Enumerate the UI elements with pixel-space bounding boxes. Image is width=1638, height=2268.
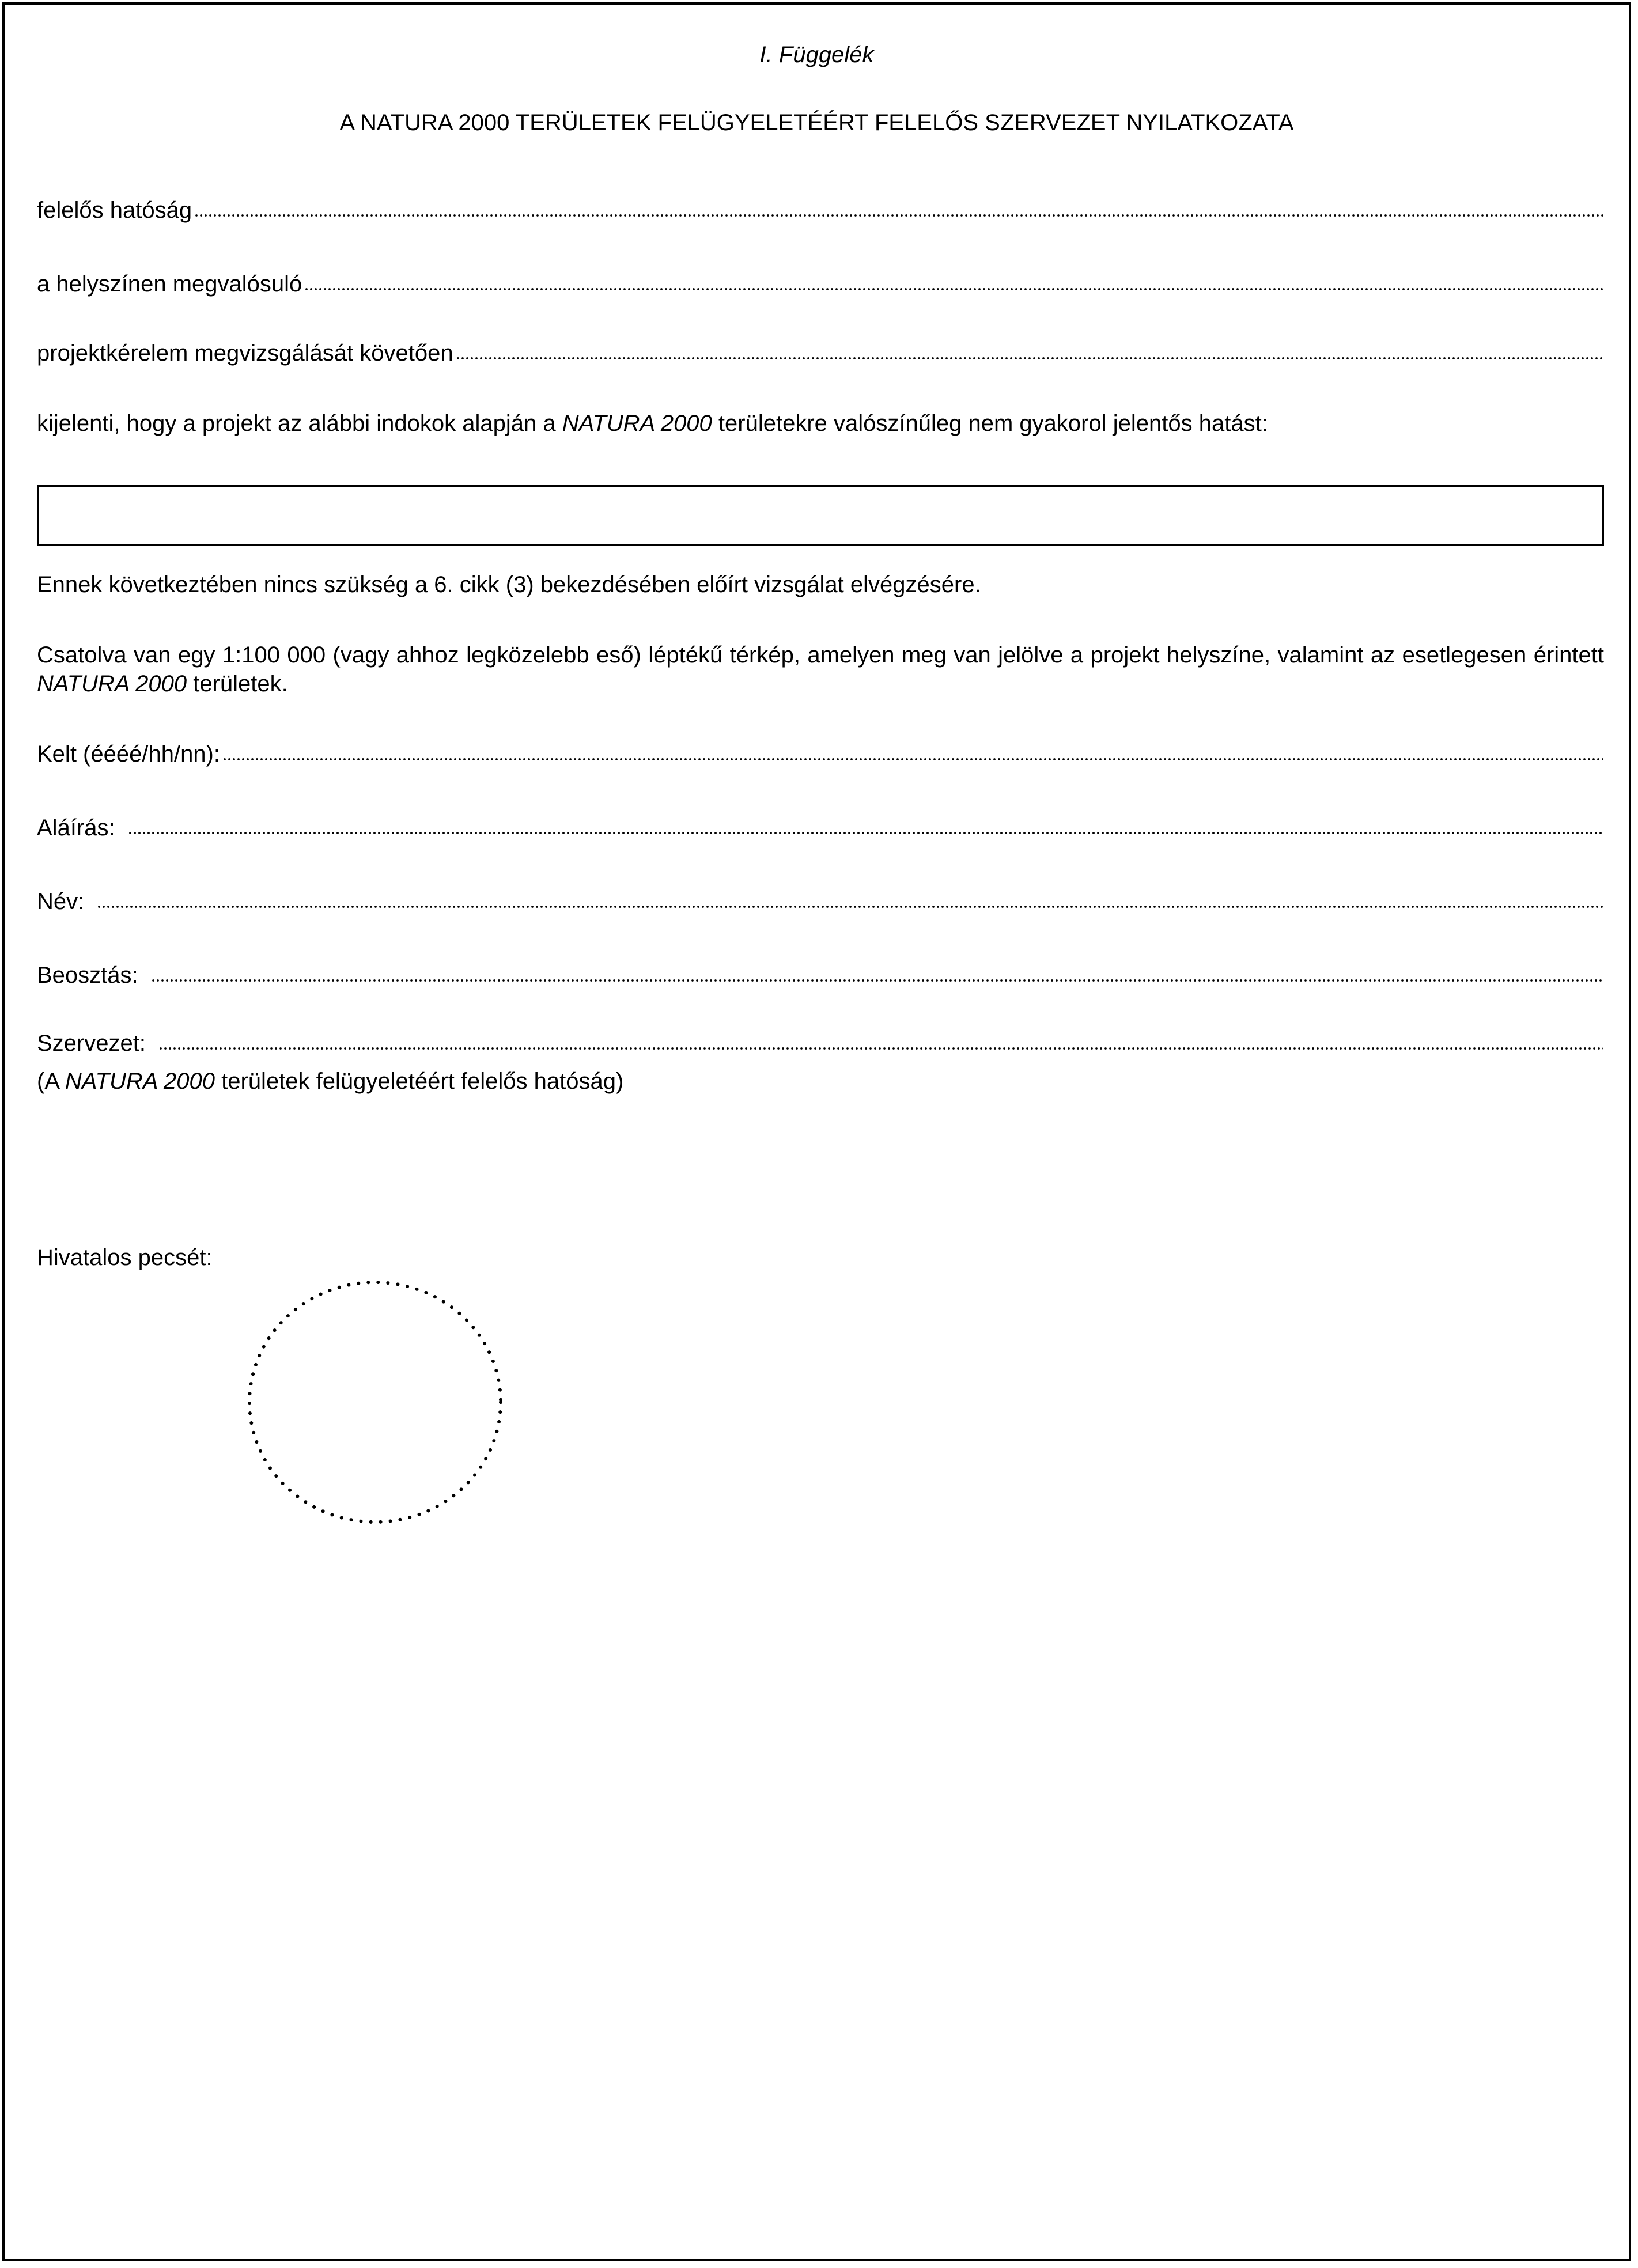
organisation-field[interactable] [37,1029,1603,1058]
attachment-natura: NATURA 2000 [37,671,187,696]
name-dotted-line [97,904,1603,910]
position-label: Beosztás: [37,963,138,988]
attachment-part1: Csatolva van egy 1:100 000 (vagy ahhoz legközelebb eső) léptékű térkép, amelyen meg van jelölve a projekt helyszíne, valamint az esetlegesen érintett [37,642,1604,668]
position-dotted-line [151,978,1603,983]
responsible-authority-label: felelős hatóság [37,198,192,223]
organisation-label: Szervezet: [37,1031,146,1056]
on-site-label: a helyszínen megvalósuló [37,271,302,297]
organisation-dotted-line [158,1046,1603,1051]
date-label: Kelt (éééé/hh/nn): [37,741,220,767]
official-stamp-label: Hivatalos pecsét: [37,1245,213,1270]
signature-field[interactable] [37,813,1603,842]
organisation-note-part2: területek felügyeletéért felelős hatóság) [215,1069,624,1094]
position-field[interactable] [37,961,1603,990]
name-field[interactable] [37,887,1603,916]
organisation-note-part1: (A [37,1069,65,1094]
attachment-text [37,641,1604,698]
organisation-note-natura: NATURA 2000 [65,1069,215,1094]
signature-label: Aláírás: [37,815,115,840]
after-review-label: projektkérelem megvizsgálását követően [37,340,453,366]
consequence-text: Ennek következtében nincs szükség a 6. cikk (3) bekezdésében előírt vizsgálat elvégzésére. [37,572,981,597]
declaration-part2: területekre valószínűleg nem gyakorol jelentős hatást: [712,411,1268,436]
responsible-authority-field[interactable] [37,196,1603,225]
responsible-authority-dotted-line [194,213,1603,218]
appendix-title: I. Függelék [759,42,874,67]
after-review-dotted-line [456,355,1603,361]
declaration-part1: kijelenti, hogy a projekt az alábbi indokok alapján a [37,411,562,436]
attachment-part2: területek. [187,671,288,696]
on-site-dotted-line [304,286,1603,292]
date-dotted-line [222,756,1603,762]
official-stamp-circle [245,1278,505,1526]
reasons-box[interactable] [37,485,1604,546]
declaration-natura: NATURA 2000 [562,411,712,436]
on-site-field[interactable] [37,270,1603,298]
signature-dotted-line [128,830,1603,836]
after-review-field[interactable] [37,339,1603,368]
declaration-text [37,409,1604,438]
organisation-note [37,1067,623,1096]
date-field[interactable] [37,740,1603,768]
document-title: A NATURA 2000 TERÜLETEK FELÜGYELETÉÉRT FELELŐS SZERVEZET NYILATKOZATA [339,110,1294,135]
name-label: Név: [37,889,85,914]
